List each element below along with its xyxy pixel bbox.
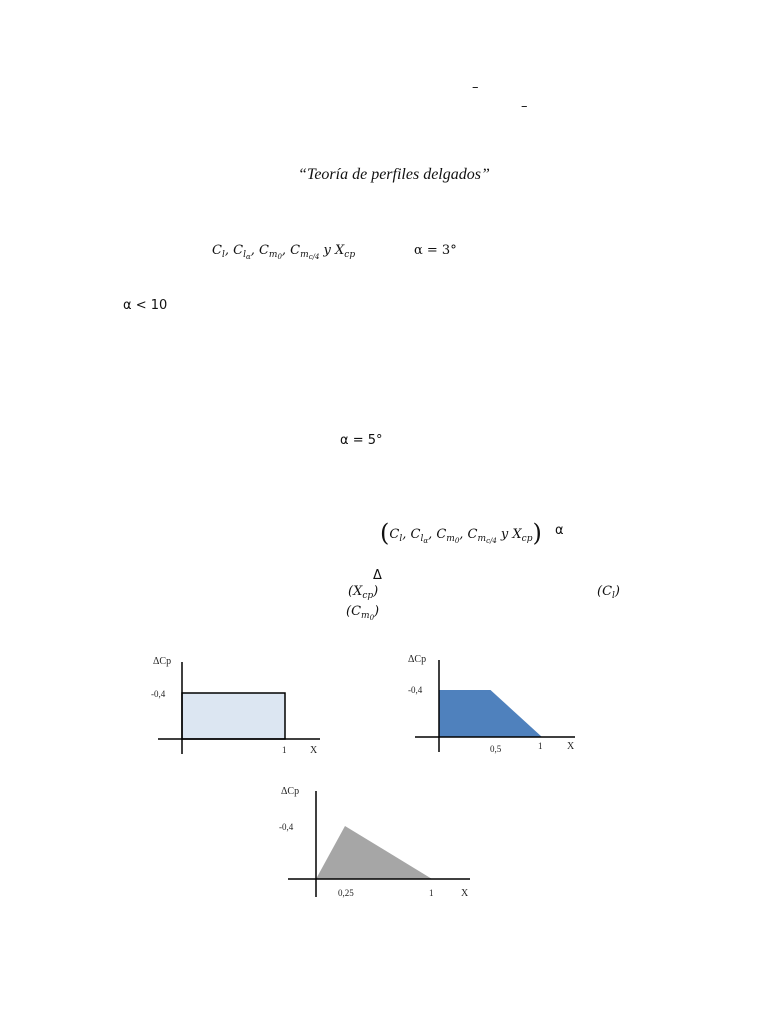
- delta-symbol: Δ: [373, 568, 382, 583]
- figure-trapezoid-distribution: [405, 648, 583, 758]
- y-axis-label: ΔCp: [408, 654, 427, 665]
- alpha-limit: α < 10: [123, 298, 168, 313]
- x-tick-label: 1: [282, 745, 287, 755]
- coefficients-group: ($C_l$, $C_{l_\alpha}$, $C_{m_0}$, $C_{m_{c/4}}$ y $X_{cp}$): [380, 519, 542, 547]
- alpha-5deg: α = 5°: [340, 433, 383, 448]
- y-tick-label: -0,4: [151, 689, 166, 699]
- alpha-3deg: α = 3°: [414, 243, 457, 258]
- pressure-area: [316, 826, 432, 879]
- x-axis-label: X: [567, 741, 575, 752]
- alpha-symbol: α: [555, 523, 564, 538]
- cm0-term: $(C_{m_0})$: [346, 604, 380, 622]
- pressure-area: [439, 690, 542, 737]
- y-tick-label: -0,4: [408, 685, 423, 695]
- x-tick-mid-label: 0,5: [490, 744, 502, 754]
- overbar-2: –: [521, 99, 528, 114]
- cl-term: $(C_l)$: [597, 584, 620, 601]
- x-axis-label: X: [461, 888, 469, 899]
- overbar-1: –: [472, 80, 479, 95]
- x-axis-label: X: [310, 745, 318, 756]
- pressure-area: [182, 693, 285, 739]
- xcp-term: $(X_{cp})$: [348, 584, 379, 601]
- figure-triangle-distribution: [274, 779, 486, 905]
- y-tick-label: -0,4: [279, 822, 294, 832]
- y-axis-label: ΔCp: [281, 786, 300, 797]
- x-tick-mid-label: 0,25: [338, 888, 354, 898]
- x-tick-label: 1: [538, 741, 543, 751]
- x-tick-label: 1: [429, 888, 434, 898]
- page-title: “Teoría de perfiles delgados”: [298, 166, 490, 183]
- coefficients-formula: $C_l$, $C_{l_\alpha}$, $C_{m_0}$, $C_{m_{c/4}}$ y $X_{cp}$: [212, 243, 356, 261]
- y-axis-label: ΔCp: [153, 656, 172, 667]
- figure-rectangle-distribution: [148, 652, 326, 760]
